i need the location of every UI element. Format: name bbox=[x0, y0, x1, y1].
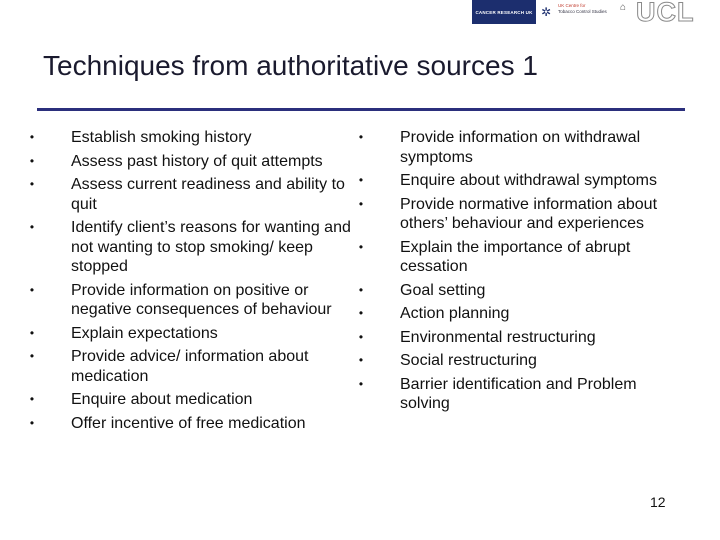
technique-item bbox=[358, 238, 680, 277]
technique-text: Enquire about withdrawal symptoms bbox=[400, 172, 658, 189]
bullet-icon: • bbox=[358, 282, 364, 297]
technique-text: Explain expectations bbox=[71, 324, 218, 342]
technique-item bbox=[358, 195, 680, 234]
bullet-icon: • bbox=[358, 306, 364, 320]
bullet-icon: • bbox=[358, 173, 364, 187]
technique-text: Provide advice/ information about medication bbox=[71, 348, 309, 385]
technique-text: Assess current readiness and ability to quit bbox=[71, 176, 345, 213]
technique-item bbox=[29, 281, 355, 320]
technique-text: Provide information on withdrawal symptoms bbox=[400, 129, 641, 166]
technique-item bbox=[29, 152, 355, 172]
technique-text: Barrier identification and Problem solving bbox=[400, 375, 637, 412]
page-number: 12 bbox=[650, 494, 666, 510]
tobacco-centre-top-text: UK Centre for bbox=[558, 3, 586, 8]
technique-item bbox=[29, 347, 355, 386]
left-technique-list bbox=[29, 128, 355, 437]
technique-text: Environmental restructuring bbox=[400, 328, 596, 346]
technique-text: Identify client’s reasons for wanting and not wanting to stop smoking/ keep stopped bbox=[71, 219, 351, 275]
bullet-icon: • bbox=[29, 325, 35, 340]
bullet-icon: • bbox=[29, 415, 35, 430]
technique-text: Explain the importance of abrupt cessation bbox=[400, 238, 631, 275]
technique-item bbox=[358, 281, 680, 301]
technique-text: Enquire about medication bbox=[71, 391, 253, 408]
technique-text: Provide information on positive or negative consequences of behaviour bbox=[71, 281, 332, 318]
technique-text: Social restructuring bbox=[400, 352, 537, 369]
bullet-icon: • bbox=[358, 353, 364, 367]
technique-text: Goal setting bbox=[400, 281, 486, 299]
bullet-icon: • bbox=[29, 349, 35, 363]
technique-text: Establish smoking history bbox=[71, 129, 252, 146]
bullet-icon: • bbox=[29, 282, 35, 297]
technique-text: Assess past history of quit attempts bbox=[71, 152, 323, 170]
technique-item bbox=[358, 351, 680, 371]
bullet-icon: • bbox=[29, 392, 35, 406]
cancer-research-logo: CANCER RESEARCH UK bbox=[472, 0, 536, 24]
technique-item bbox=[29, 218, 355, 277]
technique-item bbox=[358, 128, 680, 167]
technique-item bbox=[358, 328, 680, 348]
ucl-logo: UCL bbox=[636, 0, 695, 27]
technique-item bbox=[29, 128, 355, 148]
logo-bar bbox=[472, 0, 720, 25]
bullet-icon: • bbox=[29, 220, 35, 234]
technique-text: Action planning bbox=[400, 305, 510, 322]
technique-item bbox=[29, 414, 355, 434]
technique-item bbox=[29, 324, 355, 344]
bullet-icon: • bbox=[358, 196, 364, 211]
technique-text: Provide normative information about others’ behaviour and experiences bbox=[400, 195, 658, 232]
bullet-icon: • bbox=[358, 329, 364, 344]
technique-item bbox=[358, 304, 680, 324]
technique-item bbox=[358, 375, 680, 414]
bullet-icon: • bbox=[358, 239, 364, 254]
bullet-icon: • bbox=[358, 376, 364, 391]
technique-text: Offer incentive of free medication bbox=[71, 414, 306, 432]
right-technique-list bbox=[358, 128, 680, 418]
technique-item bbox=[358, 171, 680, 191]
technique-item bbox=[29, 175, 355, 214]
cancer-research-mark-icon: ✲ bbox=[540, 5, 552, 19]
slide-title: Techniques from authoritative sources 1 bbox=[43, 50, 538, 81]
bullet-icon: • bbox=[29, 153, 35, 168]
title-divider bbox=[37, 108, 685, 111]
bullet-icon: • bbox=[358, 130, 364, 144]
tobacco-centre-bottom-text: Tobacco Control Studies bbox=[558, 9, 607, 14]
ucl-portico-icon: ⌂ bbox=[620, 2, 627, 13]
technique-item bbox=[29, 390, 355, 410]
bullet-icon: • bbox=[29, 177, 35, 191]
bullet-icon: • bbox=[29, 130, 35, 144]
tobacco-centre-logo bbox=[558, 3, 618, 21]
